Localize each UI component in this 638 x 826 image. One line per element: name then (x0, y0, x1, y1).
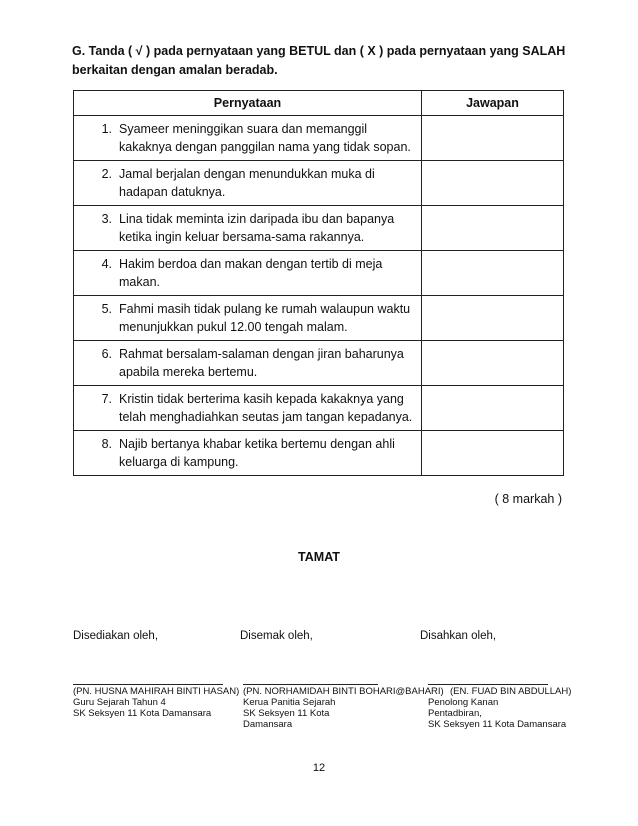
row-number: 1. (101, 122, 112, 136)
table-row (74, 341, 564, 386)
prepared-school: SK Seksyen 11 Kota Damansara (73, 708, 212, 719)
row-number: 2. (101, 167, 112, 181)
signature-line (73, 684, 223, 685)
marks-label: ( 8 markah ) (494, 492, 562, 506)
checked-name: (PN. NORHAMIDAH BINTI BOHARI@BAHARI) (243, 686, 444, 697)
statement-text: Najib bertanya khabar ketika bertemu dengan ahli keluarga di kampung. (119, 437, 395, 469)
instruction-line-1: G. Tanda ( √ ) pada pernyataan yang BETUL dan ( X ) pada pernyataan yang SALAH (72, 44, 566, 58)
statement-text: Kristin tidak berterima kasih kepada kakaknya yang telah menghadiahkan seutas jam tangan kepadanya. (119, 392, 413, 424)
row-number: 4. (101, 257, 112, 271)
answer-cell[interactable] (422, 251, 564, 296)
approved-by-label: Disahkan oleh, (420, 630, 497, 642)
table-row (74, 251, 564, 296)
header-statement: Pernyataan (74, 91, 422, 116)
signature-line (428, 684, 548, 685)
checked-by-label: Disemak oleh, (240, 630, 313, 642)
statement-text: Jamal berjalan dengan menundukkan muka di hadapan datuknya. (119, 167, 375, 199)
statement-cell (74, 161, 422, 206)
table-header-row (74, 91, 564, 116)
answer-cell[interactable] (422, 296, 564, 341)
row-number: 3. (101, 212, 112, 226)
instruction-line-2: berkaitan dengan amalan beradab. (72, 63, 278, 77)
table-row (74, 431, 564, 476)
statement-text: Hakim berdoa dan makan dengan tertib di meja makan. (119, 257, 383, 289)
row-number: 6. (101, 347, 112, 361)
prepared-signature-block (73, 684, 240, 719)
statement-cell (74, 341, 422, 386)
table-row (74, 206, 564, 251)
statement-text: Lina tidak meminta izin daripada ibu dan bapanya ketika ingin keluar bersama-sama rakannya. (119, 212, 395, 244)
statement-cell (74, 386, 422, 431)
instruction (72, 42, 572, 80)
statement-cell (74, 431, 422, 476)
signature-line (243, 684, 378, 685)
end-heading: TAMAT (298, 550, 340, 564)
answer-cell[interactable] (422, 206, 564, 251)
table-row (74, 296, 564, 341)
checked-signature-block (243, 684, 444, 730)
statement-cell (74, 251, 422, 296)
statement-text: Fahmi masih tidak pulang ke rumah walaupun waktu menunjukkan pukul 12.00 tengah malam. (119, 302, 411, 334)
answer-cell[interactable] (422, 161, 564, 206)
table-row (74, 386, 564, 431)
table-row (74, 161, 564, 206)
statement-text: Syameer meninggikan suara dan memanggil kakaknya dengan panggilan nama yang tidak sopan. (119, 122, 411, 154)
answer-cell[interactable] (422, 431, 564, 476)
prepared-by-label: Disediakan oleh, (73, 630, 159, 642)
prepared-role: Guru Sejarah Tahun 4 (73, 697, 166, 708)
statement-cell (74, 296, 422, 341)
checked-role: Kerua Panitia Sejarah (243, 697, 336, 708)
page-number: 12 (312, 762, 326, 774)
answer-cell[interactable] (422, 341, 564, 386)
row-number: 7. (101, 392, 112, 406)
row-number: 8. (101, 437, 112, 451)
approved-name: (EN. FUAD BIN ABDULLAH) (450, 686, 572, 697)
checked-school: SK Seksyen 11 Kota Damansara (243, 708, 330, 730)
header-answer: Jawapan (422, 91, 564, 116)
table-row (74, 116, 564, 161)
approved-role: Penolong Kanan Pentadbiran, (428, 697, 499, 719)
row-number: 5. (101, 302, 112, 316)
approved-school: SK Seksyen 11 Kota Damansara (428, 719, 567, 730)
statement-cell (74, 116, 422, 161)
prepared-name: (PN. HUSNA MAHIRAH BINTI HASAN) (73, 686, 240, 697)
statement-text: Rahmat bersalam-salaman dengan jiran baharunya apabila mereka bertemu. (119, 347, 404, 379)
answer-cell[interactable] (422, 386, 564, 431)
statement-cell (74, 206, 422, 251)
approved-signature-block (428, 684, 572, 730)
answer-cell[interactable] (422, 116, 564, 161)
statement-table (73, 90, 564, 476)
